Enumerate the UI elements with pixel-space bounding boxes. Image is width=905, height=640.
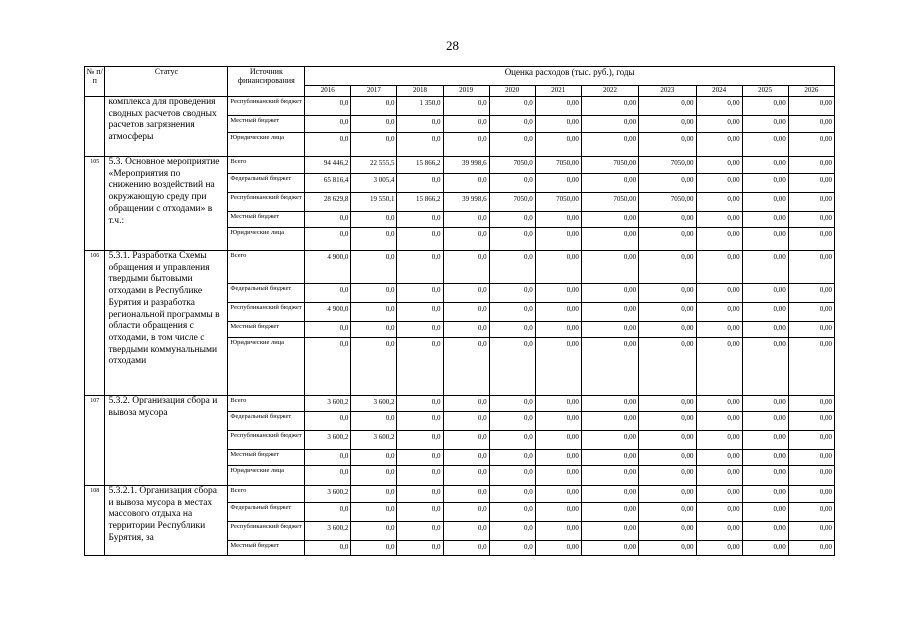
value-cell: 0,00 [639,466,696,486]
value-cell: 0,0 [443,541,489,556]
funding-source: Всего [228,396,305,412]
value-cell: 0,00 [742,193,788,212]
value-cell: 0,00 [696,338,742,396]
value-cell: 0,0 [443,303,489,322]
table-row [85,486,835,503]
value-cell: 0,0 [351,412,397,431]
value-cell: 0,0 [397,322,443,338]
value-cell: 0,0 [351,466,397,486]
value-cell: 0,00 [742,174,788,193]
value-cell: 0,0 [489,431,535,450]
value-cell: 0,0 [443,503,489,522]
value-cell: 0,00 [535,450,581,466]
value-cell: 0,00 [581,97,638,116]
value-cell: 0,00 [696,450,742,466]
funding-source: Юридические лица [228,466,305,486]
value-cell: 0,0 [397,174,443,193]
header-num: № п/п [85,67,105,97]
value-cell: 0,00 [639,322,696,338]
status-cell: 5.3.2.1. Организация сбора и вывоза мусора в местах массового отдыха на территории Республики Бурятия, за [105,486,228,556]
value-cell: 0,0 [351,322,397,338]
value-cell: 0,00 [742,97,788,116]
value-cell: 0,00 [535,466,581,486]
value-cell: 0,00 [639,338,696,396]
value-cell: 0,00 [742,303,788,322]
value-cell: 0,00 [581,503,638,522]
header-year: 2020 [489,86,535,97]
value-cell: 0,0 [489,133,535,157]
header-year: 2025 [742,86,788,97]
value-cell: 0,0 [351,303,397,322]
value-cell: 0,0 [305,116,351,133]
value-cell: 3 005,4 [351,174,397,193]
value-cell: 0,0 [305,412,351,431]
value-cell: 0,0 [443,396,489,412]
header-year: 2026 [788,86,834,97]
value-cell: 0,0 [397,466,443,486]
funding-source: Федеральный бюджет [228,503,305,522]
value-cell: 15 866,2 [397,157,443,174]
value-cell: 0,00 [696,212,742,228]
value-cell: 0,0 [489,466,535,486]
value-cell: 0,0 [489,486,535,503]
value-cell: 3 600,2 [351,431,397,450]
value-cell: 0,0 [443,212,489,228]
funding-source: Юридические лица [228,228,305,251]
value-cell: 0,0 [489,541,535,556]
funding-source: Республиканский бюджет [228,97,305,116]
value-cell: 0,0 [305,97,351,116]
value-cell: 0,00 [696,228,742,251]
value-cell: 0,0 [397,133,443,157]
value-cell: 0,0 [443,228,489,251]
value-cell: 0,00 [742,322,788,338]
value-cell: 0,0 [397,541,443,556]
value-cell: 0,00 [788,503,834,522]
value-cell: 0,00 [535,396,581,412]
value-cell: 0,0 [351,450,397,466]
value-cell: 0,00 [639,228,696,251]
header-status: Статус [105,67,228,97]
funding-source: Республиканский бюджет [228,303,305,322]
value-cell: 0,00 [788,486,834,503]
value-cell: 0,0 [489,284,535,303]
value-cell: 0,00 [696,303,742,322]
value-cell: 0,00 [742,212,788,228]
value-cell: 0,0 [489,503,535,522]
header-year: 2021 [535,86,581,97]
funding-source: Местный бюджет [228,541,305,556]
funding-source: Местный бюджет [228,116,305,133]
value-cell: 0,00 [788,284,834,303]
header-year: 2018 [397,86,443,97]
value-cell: 0,0 [489,228,535,251]
value-cell: 0,00 [581,284,638,303]
value-cell: 0,0 [305,212,351,228]
value-cell: 0,00 [696,396,742,412]
value-cell: 0,00 [742,116,788,133]
value-cell: 0,0 [443,486,489,503]
value-cell: 0,0 [397,338,443,396]
value-cell: 0,00 [788,133,834,157]
value-cell: 0,0 [305,228,351,251]
value-cell: 7050,00 [581,193,638,212]
value-cell: 0,00 [696,174,742,193]
value-cell: 0,0 [397,251,443,284]
funding-source: Республиканский бюджет [228,522,305,541]
value-cell: 0,00 [535,284,581,303]
value-cell: 0,00 [696,503,742,522]
value-cell: 0,00 [581,486,638,503]
value-cell: 0,00 [696,522,742,541]
value-cell: 0,00 [788,412,834,431]
value-cell: 7050,00 [639,193,696,212]
value-cell: 0,00 [742,251,788,284]
value-cell: 0,0 [443,522,489,541]
funding-source: Местный бюджет [228,322,305,338]
value-cell: 0,00 [581,212,638,228]
status-cell: комплекса для проведения сводных расчетов сводных расчетов загрязнения атмосферы [105,97,228,157]
value-cell: 0,00 [696,541,742,556]
value-cell: 0,0 [351,251,397,284]
value-cell: 0,00 [788,450,834,466]
value-cell: 0,0 [443,431,489,450]
value-cell: 7050,00 [535,157,581,174]
status-cell: 5.3.1. Разработка Схемы обращения и управления твердыми бытовыми отходами в Республике Бурятия и разработка региональной программы в области обращения с отходами, в том числе с твердыми коммунальными отходами [105,251,228,396]
value-cell: 22 555,5 [351,157,397,174]
row-number: 108 [85,486,105,556]
value-cell: 0,00 [639,503,696,522]
status-cell: 5.3.2. Организация сбора и вывоза мусора [105,396,228,486]
value-cell: 0,0 [305,541,351,556]
value-cell: 0,00 [788,116,834,133]
value-cell: 0,00 [742,133,788,157]
value-cell: 0,00 [639,97,696,116]
value-cell: 0,00 [742,412,788,431]
row-number: 105 [85,157,105,251]
value-cell: 7050,00 [535,193,581,212]
value-cell: 0,00 [788,212,834,228]
value-cell: 39 998,6 [443,157,489,174]
value-cell: 0,00 [639,133,696,157]
value-cell: 0,0 [489,322,535,338]
value-cell: 0,00 [788,174,834,193]
value-cell: 0,00 [639,412,696,431]
funding-source: Республиканский бюджет [228,431,305,450]
value-cell: 0,0 [489,97,535,116]
value-cell: 0,00 [639,396,696,412]
value-cell: 19 550,1 [351,193,397,212]
value-cell: 0,0 [305,450,351,466]
value-cell: 0,0 [397,396,443,412]
value-cell: 0,0 [351,116,397,133]
funding-source: Федеральный бюджет [228,284,305,303]
value-cell: 15 866,2 [397,193,443,212]
value-cell: 0,00 [535,133,581,157]
funding-source: Юридические лица [228,338,305,396]
value-cell: 94 446,2 [305,157,351,174]
value-cell: 0,0 [489,212,535,228]
value-cell: 0,00 [639,522,696,541]
row-number: 106 [85,251,105,396]
page-number: 28 [446,38,459,53]
value-cell: 0,00 [581,228,638,251]
table-body [85,97,835,556]
value-cell: 0,00 [535,522,581,541]
value-cell: 0,00 [581,133,638,157]
value-cell: 0,0 [443,466,489,486]
value-cell: 0,00 [742,284,788,303]
funding-source: Местный бюджет [228,450,305,466]
value-cell: 0,0 [489,174,535,193]
header-year: 2017 [351,86,397,97]
value-cell: 0,0 [443,412,489,431]
value-cell: 0,00 [639,174,696,193]
value-cell: 0,00 [639,116,696,133]
value-cell: 0,00 [742,228,788,251]
funding-source: Федеральный бюджет [228,412,305,431]
value-cell: 39 998,6 [443,193,489,212]
header-year: 2019 [443,86,489,97]
value-cell: 0,00 [788,522,834,541]
value-cell: 0,0 [351,486,397,503]
value-cell: 0,0 [305,133,351,157]
value-cell: 0,00 [639,212,696,228]
table-row [85,396,835,412]
value-cell: 4 900,0 [305,251,351,284]
header-source: Источник финансирования [228,67,305,97]
value-cell: 0,0 [443,251,489,284]
value-cell: 7050,00 [581,157,638,174]
value-cell: 0,0 [489,303,535,322]
value-cell: 0,00 [742,396,788,412]
value-cell: 0,0 [397,486,443,503]
value-cell: 0,00 [639,284,696,303]
value-cell: 65 816,4 [305,174,351,193]
value-cell: 0,00 [581,338,638,396]
value-cell: 0,00 [535,251,581,284]
value-cell: 0,00 [788,338,834,396]
value-cell: 3 600,2 [305,522,351,541]
value-cell: 0,00 [742,503,788,522]
value-cell: 0,00 [788,396,834,412]
value-cell: 4 900,0 [305,303,351,322]
value-cell: 0,00 [696,193,742,212]
value-cell: 3 600,2 [351,396,397,412]
value-cell: 0,00 [639,450,696,466]
value-cell: 7050,00 [639,157,696,174]
value-cell: 0,0 [489,412,535,431]
value-cell: 0,00 [696,486,742,503]
value-cell: 0,0 [305,284,351,303]
value-cell: 0,00 [788,157,834,174]
value-cell: 0,0 [443,450,489,466]
value-cell: 0,0 [397,503,443,522]
value-cell: 0,00 [788,541,834,556]
value-cell: 0,00 [696,466,742,486]
value-cell: 0,0 [397,284,443,303]
value-cell: 0,00 [696,157,742,174]
value-cell: 0,0 [305,322,351,338]
value-cell: 0,00 [788,322,834,338]
header-year: 2016 [305,86,351,97]
value-cell: 0,00 [639,251,696,284]
value-cell: 0,0 [351,522,397,541]
value-cell: 0,00 [696,322,742,338]
value-cell: 0,00 [535,541,581,556]
header-year: 2022 [581,86,638,97]
row-number: 107 [85,396,105,486]
value-cell: 0,0 [397,228,443,251]
value-cell: 0,0 [397,116,443,133]
value-cell: 0,00 [788,193,834,212]
value-cell: 0,0 [489,338,535,396]
budget-table [84,66,835,556]
row-number [85,97,105,157]
value-cell: 0,00 [788,228,834,251]
value-cell: 7050,0 [489,157,535,174]
value-cell: 0,00 [581,322,638,338]
value-cell: 0,00 [788,466,834,486]
value-cell: 0,0 [397,450,443,466]
value-cell: 0,0 [443,116,489,133]
value-cell: 0,0 [351,228,397,251]
value-cell: 1 350,0 [397,97,443,116]
value-cell: 0,0 [443,133,489,157]
value-cell: 0,00 [581,116,638,133]
value-cell: 0,0 [351,133,397,157]
value-cell: 0,00 [696,412,742,431]
funding-source: Всего [228,157,305,174]
value-cell: 0,00 [535,322,581,338]
value-cell: 28 629,8 [305,193,351,212]
value-cell: 0,00 [581,303,638,322]
funding-source: Республиканский бюджет [228,193,305,212]
value-cell: 0,0 [443,322,489,338]
value-cell: 0,00 [742,450,788,466]
value-cell: 0,00 [581,522,638,541]
value-cell: 0,00 [742,157,788,174]
value-cell: 0,00 [696,97,742,116]
value-cell: 0,0 [305,503,351,522]
value-cell: 0,00 [535,486,581,503]
value-cell: 0,00 [535,97,581,116]
value-cell: 0,0 [305,466,351,486]
value-cell: 0,00 [696,251,742,284]
funding-source: Юридические лица [228,133,305,157]
value-cell: 0,0 [351,212,397,228]
value-cell: 0,00 [639,541,696,556]
header-estimate: Оценка расходов (тыс. руб.), годы [305,67,835,86]
value-cell: 0,00 [788,251,834,284]
funding-source: Всего [228,251,305,284]
value-cell: 0,00 [535,212,581,228]
value-cell: 0,00 [535,503,581,522]
funding-source: Всего [228,486,305,503]
value-cell: 0,0 [351,97,397,116]
value-cell: 0,00 [581,396,638,412]
value-cell: 0,00 [696,284,742,303]
value-cell: 0,0 [443,174,489,193]
value-cell: 0,0 [443,284,489,303]
table-row [85,157,835,174]
value-cell: 0,0 [397,212,443,228]
value-cell: 0,00 [535,303,581,322]
value-cell: 0,00 [581,541,638,556]
value-cell: 0,00 [639,486,696,503]
value-cell: 0,00 [742,338,788,396]
value-cell: 0,0 [397,412,443,431]
value-cell: 0,0 [305,338,351,396]
value-cell: 0,00 [742,431,788,450]
value-cell: 0,0 [397,522,443,541]
value-cell: 0,00 [535,431,581,450]
value-cell: 0,0 [351,284,397,303]
value-cell: 0,0 [397,431,443,450]
header-year: 2024 [696,86,742,97]
value-cell: 0,00 [535,338,581,396]
value-cell: 0,00 [581,466,638,486]
value-cell: 0,00 [535,174,581,193]
value-cell: 7050,0 [489,193,535,212]
funding-source: Федеральный бюджет [228,174,305,193]
value-cell: 0,00 [581,251,638,284]
value-cell: 0,00 [581,412,638,431]
table-row [85,251,835,284]
value-cell: 0,0 [397,303,443,322]
value-cell: 0,00 [788,303,834,322]
value-cell: 0,00 [742,522,788,541]
value-cell: 0,00 [742,486,788,503]
table-row [85,97,835,116]
value-cell: 0,00 [535,228,581,251]
value-cell: 0,00 [581,431,638,450]
value-cell: 0,0 [489,116,535,133]
value-cell: 0,00 [696,116,742,133]
funding-source: Местный бюджет [228,212,305,228]
value-cell: 0,00 [535,412,581,431]
value-cell: 0,00 [742,541,788,556]
value-cell: 0,0 [351,541,397,556]
value-cell: 0,00 [639,431,696,450]
value-cell: 0,0 [443,97,489,116]
value-cell: 0,0 [489,251,535,284]
value-cell: 0,00 [696,431,742,450]
value-cell: 0,0 [489,522,535,541]
value-cell: 0,00 [696,133,742,157]
value-cell: 0,0 [351,503,397,522]
value-cell: 3 600,2 [305,396,351,412]
value-cell: 0,00 [639,303,696,322]
value-cell: 0,00 [535,116,581,133]
value-cell: 0,00 [581,174,638,193]
value-cell: 3 600,2 [305,431,351,450]
header-year: 2023 [639,86,696,97]
value-cell: 0,00 [788,97,834,116]
value-cell: 0,00 [742,466,788,486]
value-cell: 0,0 [489,396,535,412]
value-cell: 0,00 [581,450,638,466]
status-cell: 5.3. Основное мероприятие «Мероприятия по снижению воздействий на окружающую среду при обращении с отходами» в т.ч.: [105,157,228,251]
value-cell: 0,00 [788,431,834,450]
value-cell: 0,0 [351,338,397,396]
value-cell: 3 600,2 [305,486,351,503]
value-cell: 0,0 [443,338,489,396]
value-cell: 0,0 [489,450,535,466]
